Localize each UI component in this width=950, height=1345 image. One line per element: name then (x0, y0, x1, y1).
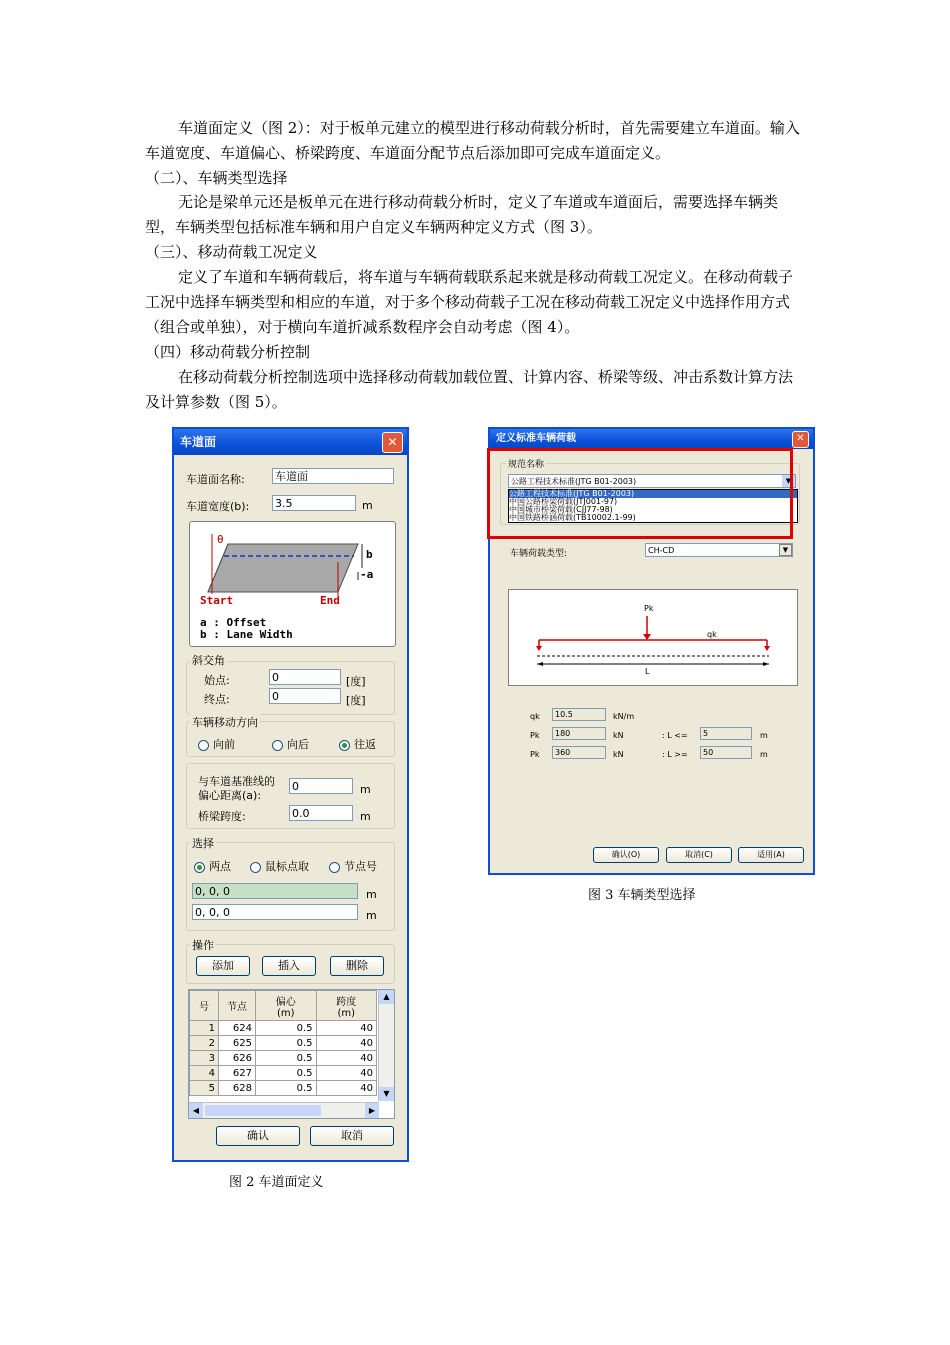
delete-button[interactable]: 删除 (330, 956, 384, 976)
select-two-points-radio[interactable] (194, 858, 231, 874)
chevron-down-icon[interactable]: ▼ (782, 475, 795, 487)
length-le-unit: m (760, 731, 768, 740)
vertical-scrollbar[interactable] (378, 990, 394, 1101)
insert-button[interactable]: 插入 (262, 956, 316, 976)
scroll-thumb[interactable] (205, 1105, 321, 1116)
scroll-up-icon[interactable]: ▲ (379, 990, 394, 1004)
radio-icon (272, 740, 283, 751)
spec-dropdown[interactable]: 公路工程技术标准(JTG B01-2003) (508, 474, 796, 488)
ok-button[interactable]: 确认(O) (593, 847, 659, 863)
start-label: Start (200, 594, 234, 607)
table-header-span: 跨度 (m) (316, 991, 377, 1021)
radio-selected-icon (339, 740, 350, 751)
point2-unit: m (366, 909, 377, 922)
table-cell[interactable]: 40 (316, 1036, 377, 1051)
skew-group-label: 斜交角 (192, 654, 225, 667)
theta-label: θ (217, 533, 224, 546)
length-ge-unit: m (760, 750, 768, 759)
table-cell[interactable]: 628 (219, 1081, 256, 1096)
point1-unit: m (366, 888, 377, 901)
table-cell[interactable]: 624 (219, 1021, 256, 1036)
direction-both-radio[interactable] (339, 736, 376, 752)
pk2-unit: kN (613, 750, 624, 759)
close-icon[interactable]: ✕ (382, 432, 403, 453)
skew-start-label: 始点: (204, 674, 230, 687)
direction-forward-label: 向前 (213, 738, 235, 751)
span-label: 桥梁跨度: (198, 810, 246, 823)
table-cell[interactable]: 2 (190, 1036, 219, 1051)
skew-end-unit: [度] (346, 694, 366, 707)
radio-selected-icon (194, 862, 205, 873)
vehicle-type-label: 车辆荷载类型: (510, 549, 568, 559)
direction-back-label: 向后 (287, 738, 309, 751)
table-row[interactable] (190, 1021, 377, 1036)
chevron-down-icon[interactable]: ▼ (779, 544, 792, 556)
table-cell[interactable]: 40 (316, 1081, 377, 1096)
length-diagram-label: L (645, 667, 650, 676)
skew-end-label: 终点: (204, 693, 230, 706)
scroll-left-icon[interactable]: ◀ (189, 1103, 203, 1118)
skew-start-unit: [度] (346, 675, 366, 688)
spec-option-1[interactable]: 公路工程技术标准(JTG B01-2003) (509, 490, 797, 498)
table-header-offset: 偏心 (m) (256, 991, 317, 1021)
table-body (190, 1021, 377, 1096)
radio-icon (198, 740, 209, 751)
table-cell[interactable]: 4 (190, 1066, 219, 1081)
table-cell[interactable]: 5 (190, 1081, 219, 1096)
table-row[interactable] (190, 1081, 377, 1096)
table-cell[interactable]: 3 (190, 1051, 219, 1066)
table-cell[interactable]: 0.5 (256, 1036, 317, 1051)
length-ge-input[interactable]: 50 (700, 746, 752, 759)
ok-button[interactable]: 确认 (216, 1126, 300, 1146)
table-row[interactable] (190, 1051, 377, 1066)
qk-unit: kN/m (613, 712, 635, 721)
table-cell[interactable]: 626 (219, 1051, 256, 1066)
table-cell[interactable]: 1 (190, 1021, 219, 1036)
table-row[interactable] (190, 1066, 377, 1081)
paragraph-analysis-control: 在移动荷载分析控制选项中选择移动荷载加载位置、计算内容、桥梁等级、冲击系数计算方法及计算参数（图 5）。 (145, 368, 794, 411)
dialog-titlebar (490, 429, 813, 449)
dialog-title: 定义标准车辆荷载 (496, 433, 576, 444)
cancel-button[interactable]: 取消 (310, 1126, 394, 1146)
load-diagram (508, 589, 798, 686)
pk1-input[interactable]: 180 (552, 727, 606, 740)
table-cell[interactable]: 0.5 (256, 1051, 317, 1066)
span-input[interactable]: 0.0 (289, 805, 353, 821)
paragraph-vehicle-type: 无论是梁单元还是板单元在进行移动荷载分析时，定义了车道或车道面后，需要选择车辆类型，车辆类型包括标准车辆和用户自定义车辆两种定义方式（图 3）。 (145, 193, 779, 236)
heading-load-case: （三）、移动荷载工况定义 (145, 243, 318, 261)
radio-icon (250, 862, 261, 873)
offset-unit: m (360, 783, 371, 796)
table-cell[interactable]: 0.5 (256, 1021, 317, 1036)
table-row[interactable] (190, 1036, 377, 1051)
direction-both-label: 往返 (354, 738, 376, 751)
point2-input[interactable]: 0, 0, 0 (192, 904, 358, 920)
qk-label: qk (530, 712, 540, 721)
lane-width-input[interactable]: 3.5 (272, 495, 356, 511)
spec-option-2[interactable]: 中国公路桥梁荷载(JTJ001-97) (509, 497, 618, 506)
cancel-button[interactable]: 取消(C) (666, 847, 732, 863)
paragraph-load-case: 定义了车道和车辆荷载后，将车道与车辆荷载联系起来就是移动荷载工况定义。在移动荷载子工况中选择车辆类型和相应的车道，对于多个移动荷载子工况在移动荷载工况定义中选择作用方式（组合或单独），对于横向车道折减系数程序会自动考虑（图 4）。 (145, 268, 794, 336)
select-node-radio[interactable] (329, 858, 377, 874)
vehicle-type-dropdown[interactable]: CH-CD (645, 543, 793, 557)
add-button[interactable]: 添加 (196, 956, 250, 976)
table-cell[interactable]: 625 (219, 1036, 256, 1051)
table-cell[interactable]: 627 (219, 1066, 256, 1081)
lane-diagram (189, 521, 396, 647)
pk1-unit: kN (613, 731, 624, 740)
table-cell[interactable]: 40 (316, 1021, 377, 1036)
legend-offset: a : Offset (200, 616, 267, 629)
dialog-titlebar (174, 429, 407, 455)
spec-option-3[interactable]: 中国城市桥梁荷载(CJJ77-98) (509, 505, 613, 514)
direction-group-label: 车辆移动方向 (192, 716, 258, 729)
b-label: b (366, 548, 373, 561)
select-node-label: 节点号 (344, 860, 377, 873)
scroll-right-icon[interactable]: ▶ (365, 1103, 379, 1118)
pk2-label: Pk (530, 750, 540, 759)
select-two-points-label: 两点 (209, 860, 231, 873)
table-cell[interactable]: 40 (316, 1051, 377, 1066)
table-header-no: 号 (190, 991, 219, 1021)
scroll-down-icon[interactable]: ▼ (379, 1087, 394, 1101)
table-cell[interactable]: 0.5 (256, 1066, 317, 1081)
vehicle-load-dialog (488, 427, 815, 875)
select-mouse-label: 鼠标点取 (265, 860, 309, 873)
horizontal-scrollbar[interactable] (189, 1102, 379, 1118)
skew-end-input[interactable]: 0 (269, 688, 341, 704)
span-unit: m (360, 810, 371, 823)
heading-analysis-control: （四）移动荷载分析控制 (145, 343, 311, 361)
offset-label-line2: 偏心距离(a): (198, 789, 262, 802)
offset-label-line1: 与车道基准线的 (198, 775, 275, 788)
dialog-title: 车道面 (180, 435, 217, 449)
skew-start-input[interactable]: 0 (269, 669, 341, 685)
lane-width-label: 车道宽度(b): (186, 500, 250, 513)
qk-diagram-label: qk (707, 630, 717, 639)
table-cell[interactable]: 0.5 (256, 1081, 317, 1096)
direction-back-radio[interactable] (272, 736, 309, 752)
lane-width-unit: m (362, 499, 373, 512)
end-label: End (320, 594, 340, 607)
node-table-grid (189, 990, 377, 1096)
selection-group-label: 选择 (192, 837, 214, 850)
lane-surface-dialog (172, 427, 409, 1162)
length-le-input[interactable]: 5 (700, 727, 752, 740)
highlight-box (487, 448, 793, 539)
heading-vehicle-type: （二）、车辆类型选择 (145, 169, 288, 187)
select-mouse-radio[interactable] (250, 858, 309, 874)
pk1-label: Pk (530, 731, 540, 740)
legend-lane-width: b : Lane Width (200, 628, 293, 641)
offset-input[interactable]: 0 (289, 778, 353, 794)
qk-input[interactable]: 10.5 (552, 708, 606, 721)
spec-group-label: 规范名称 (506, 457, 546, 470)
pk-diagram-label: Pk (644, 604, 654, 613)
length-le-label: : L <= (662, 731, 688, 740)
apply-button[interactable]: 适用(A) (738, 847, 804, 863)
minus-a-label: -a (360, 568, 374, 581)
operation-group-label: 操作 (192, 939, 214, 952)
table-header-node: 节点 (219, 991, 256, 1021)
lane-name-label: 车道面名称: (186, 473, 245, 486)
node-table (188, 989, 395, 1119)
direction-forward-radio[interactable] (198, 736, 235, 752)
radio-icon (329, 862, 340, 873)
table-cell[interactable]: 40 (316, 1066, 377, 1081)
paragraph-lane-surface: 车道面定义（图 2）：对于板单元建立的模型进行移动荷载分析时，首先需要建立车道面。输入车道宽度、车道偏心、桥梁跨度、车道面分配节点后添加即可完成车道面定义。 (145, 119, 800, 162)
point1-input[interactable]: 0, 0, 0 (192, 883, 358, 899)
spec-option-4[interactable]: 中国铁路桥涵荷载(TB10002.1-99) (509, 513, 636, 522)
lane-name-input[interactable]: 车道面 (272, 468, 394, 484)
pk2-input[interactable]: 360 (552, 746, 606, 759)
figure2-caption: 图 2 车道面定义 (229, 1175, 324, 1190)
close-icon[interactable]: ✕ (792, 431, 809, 448)
length-ge-label: : L >= (662, 750, 688, 759)
figure3-caption: 图 3 车辆类型选择 (588, 888, 696, 903)
